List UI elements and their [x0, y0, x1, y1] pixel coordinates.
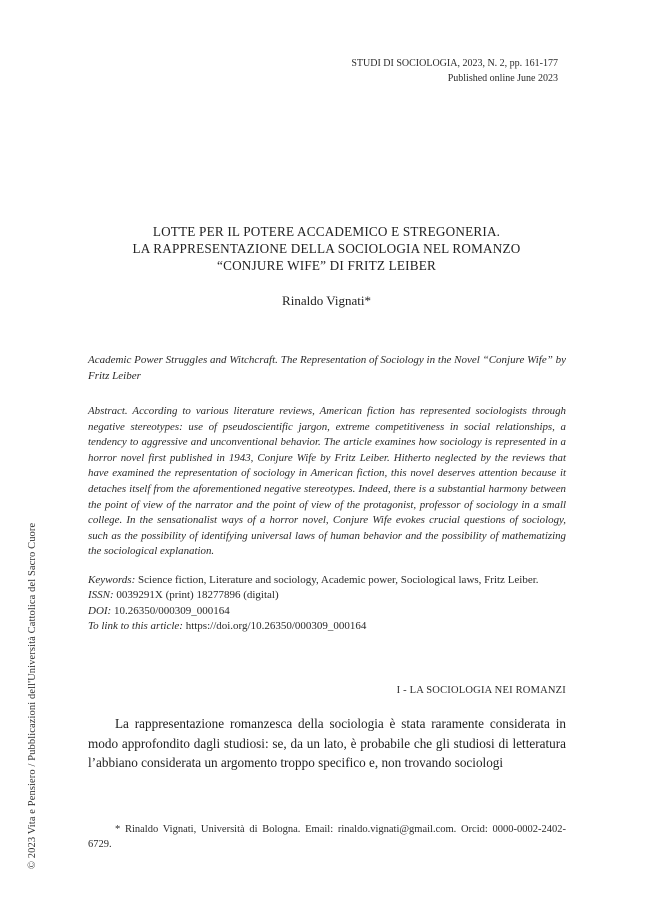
title-line-2: LA RAPPRESENTAZIONE DELLA SOCIOLOGIA NEL ROMANZO [132, 241, 521, 256]
english-title: Academic Power Struggles and Witchcraft. The Representation of Sociology in the Novel “Conjure Wife” by Fritz Leiber [88, 354, 566, 382]
doi-value: 10.26350/000309_000164 [113, 604, 230, 617]
side-copyright-notice: © 2023 Vita e Pensiero / Pubblicazioni dell'Università Cattolica del Sacro Cuore [27, 522, 38, 869]
article-link[interactable]: https://doi.org/10.26350/000309_000164 [185, 620, 367, 633]
body-paragraph: La rappresentazione romanzesca della sociologia è stata raramente considerata in modo approfondito dagli studiosi: se, da un lato, è probabile che gli studiosi di letteratura l’abbiano considerata un argomento troppo specifico e, non trovando sociologi [88, 716, 566, 770]
keywords-line [88, 573, 566, 588]
article-metadata [88, 573, 566, 635]
title-line-1: LOTTE PER IL POTERE ACCADEMICO E STREGONERIA. [152, 224, 501, 239]
issn-line [88, 588, 566, 603]
article-link-label: To link to this article: [88, 620, 183, 633]
issn-value: 0039291X (print) 18277896 (digital) [116, 589, 279, 602]
doi-label: DOI: [88, 604, 112, 617]
author-name: Rinaldo Vignati* [282, 293, 371, 308]
section-heading: I - LA SOCIOLOGIA NEI ROMANZI [396, 685, 566, 696]
title-line-3: “CONJURE WIFE” DI FRITZ LEIBER [217, 258, 436, 273]
author-footnote: * Rinaldo Vignati, Università di Bologna. Email: rinaldo.vignati@gmail.com. Orcid: 0000-0002-2402-6729. [88, 824, 566, 850]
article-title [90, 223, 563, 274]
issn-label: ISSN: [88, 589, 114, 602]
published-date: Published online June 2023 [447, 73, 558, 84]
article-link-line [88, 619, 566, 634]
doi-line [88, 604, 566, 619]
journal-citation: STUDI DI SOCIOLOGIA, 2023, N. 2, pp. 161-177 [351, 58, 558, 69]
journal-header [351, 56, 558, 86]
abstract: Abstract. According to various literature reviews, American fiction has represented sociologists through negative stereotypes: use of pseudoscientific jargon, extreme competitiveness in social relationships, a tendency to aggressive and unconventional behavior. The article examines how sociology is represented in a horror novel first published in 1943, Conjure Wife by Fritz Leiber. Hitherto neglected by the reviews that have examined the representation of sociology in American fiction, this novel deserves attention because it detaches itself from the aforementioned negative stereotypes. Indeed, there is a substantial harmony between the point of view of the narrator and the point of view of the protagonist, professor of sociology in a small college. In the sensationalist ways of a horror novel, Conjure Wife evokes crucial questions of sociology, such as the possibility of identifying universal laws of human behavior and the possibility of mathematizing the sociological explanation. [88, 405, 566, 558]
keywords-label: Keywords: [88, 574, 136, 586]
keywords-value: Science fiction, Literature and sociology, Academic power, Sociological laws, Fritz Leiber. [138, 574, 539, 586]
